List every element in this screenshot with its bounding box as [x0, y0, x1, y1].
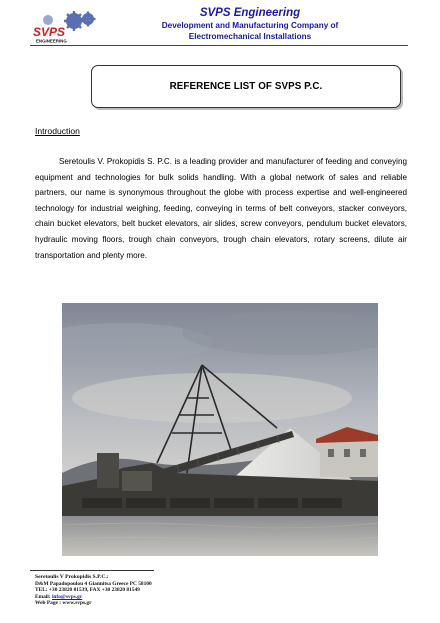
tagline-line-2: Electromechanical Installations	[188, 32, 312, 41]
header-divider	[30, 45, 408, 46]
footer-divider	[30, 570, 154, 571]
intro-paragraph: Seretoulis V. Prokopidis S. P.C. is a leading provider and manufacturer of feeding and conveying equipment and technologies for bulk solids handling. With a global network of sales and reliable partners, our name is synonymous throughout the globe with process expertise and well-engineered technology for industrial weighing, feeding, conveying in terms of belt conveyors, stacker conveyors, chain bucket elevators, belt bucket elevators, air slides, screw conveyors, pendulum bucket elevators, hydraulic moving floors, trough chain conveyors, trough chain elevators, rotary screens, dilute air transportation and plenty more.	[35, 157, 407, 260]
footer-company: Seretoulis V Prokopidis S.P.C.:	[35, 574, 109, 580]
stacker-conveyor-photo	[62, 303, 378, 556]
tagline-line-1: Development and Manufacturing Company of	[161, 21, 339, 30]
footer-email-row	[35, 594, 152, 601]
footer-web-link[interactable]: www.svps.gr	[62, 600, 92, 607]
company-name: SVPS Engineering	[199, 7, 301, 19]
footer-email-link[interactable]: info@svps.gr	[51, 593, 83, 600]
footer-phone: TEL: +30 23820 81539, FAX +30 23820 81549	[35, 587, 140, 594]
company-header	[110, 7, 390, 42]
footer-web-row	[35, 600, 152, 607]
logo-text: SVPS	[33, 25, 66, 39]
gear-logo-icon	[30, 10, 100, 44]
company-logo	[30, 10, 100, 44]
footer-contact	[35, 574, 152, 607]
footer-address: D&M Papadopoulou 4 Giannitsa Greece PC 58100	[35, 580, 152, 587]
document-title: REFERENCE LIST OF SVPS P.C.	[169, 81, 323, 92]
footer-web-label: Web Page :	[35, 600, 62, 607]
logo-subtext: ENGINEERING	[36, 38, 67, 44]
footer-email-label: Email:	[35, 593, 51, 600]
intro-heading: Introduction	[35, 126, 80, 136]
title-box	[91, 65, 401, 108]
